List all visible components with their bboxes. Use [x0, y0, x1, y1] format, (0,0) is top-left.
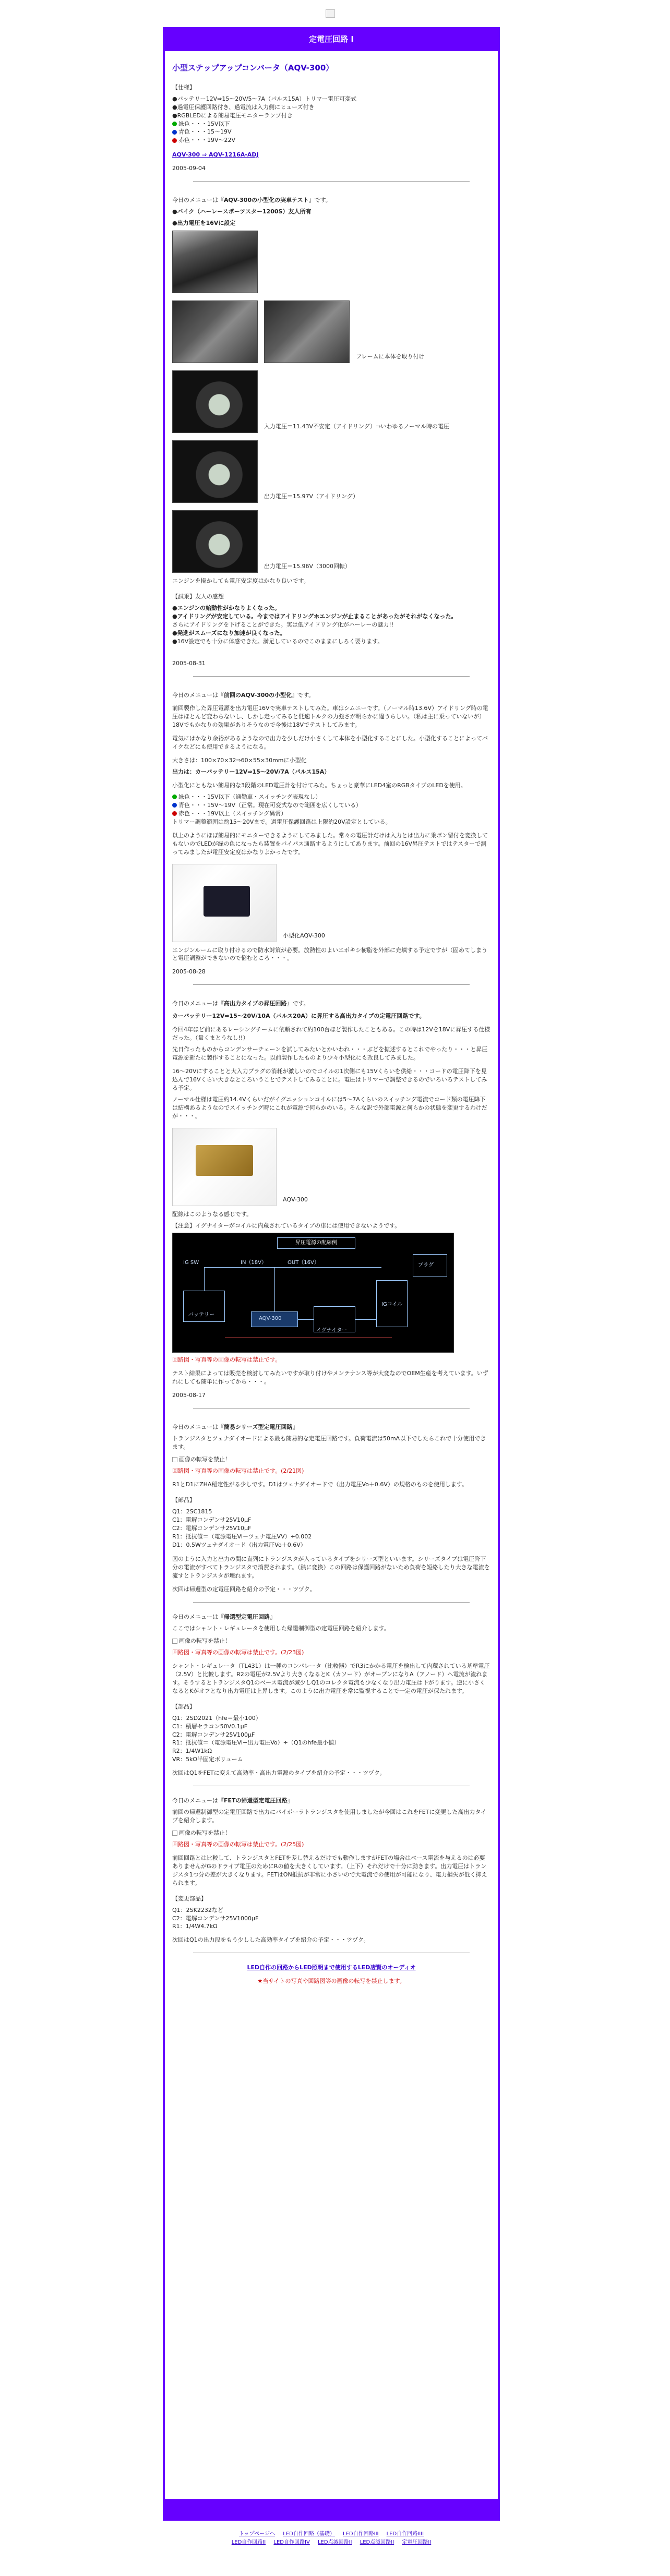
nav-link[interactable]: LED点滅回路II [360, 2539, 394, 2545]
device-photo [172, 1128, 277, 1206]
photo-caption: 出力電圧＝15.97V（アイドリング） [264, 493, 359, 500]
wire [204, 1267, 381, 1268]
photo-caption: 小型化AQV-300 [283, 932, 325, 939]
meter-photo [172, 440, 258, 503]
post-text: 今回4年ほど前にあるレーシングチームに依頼されて約100台ほど製作したこともある。この時は12Vを18Vに昇圧する仕様だった。（量くまとうなし!!） [172, 1026, 490, 1042]
post-text: 先日作ったものからコンデンサーチェーンを試してみたいとかいわれ・・・ぶどを拡述するとこれでやったり・・・と昇圧電源を新たに製作することになった。以前製作したものより少々小型化にも改良してみました。 [172, 1046, 488, 1061]
blue-dot-icon [172, 803, 177, 808]
image-alt: 画像の転写を禁止！ [172, 1637, 490, 1645]
engine-photo [172, 300, 258, 363]
diagram-label: IGコイル [381, 1302, 403, 1308]
broken-image-icon [172, 1457, 177, 1462]
blue-dot-icon [172, 130, 177, 135]
post-text: テスト結果によっては販売を検討してみたいですが取り付けやメンテナンス等が大変なのでOEM生産を考えています。いずれにしても簡単に作ってから・・・。 [172, 1370, 488, 1386]
divider [193, 984, 470, 985]
divider [193, 676, 470, 677]
red-dot-icon [172, 138, 177, 143]
device-photo [172, 864, 277, 942]
red-dot-icon [172, 811, 177, 816]
impression-item: ●エンジンの始動性がかなりよくなった。 [172, 604, 281, 611]
spec-title: 【仕様】 [172, 83, 195, 91]
parts-item: D1：0.5Wツェナダイオード（出力電圧Vo＋0.6V） [172, 1541, 306, 1548]
divider [193, 1408, 470, 1409]
led-list: 緑色・・・15V以下（通勤車・スイッチング表現なし） 青色・・・15V〜19V（正常。現在可変式なので範囲を広くしている） 赤色・・・19V以上（スイッチング異常） トリマー調整範囲は約15〜20Vまで。過電圧保護回路は上限約20V設定としている。 [172, 793, 391, 825]
post-text: R1とD1にZHA稲定性がる少しです。D1はツェナダイオードで（出力電圧Vo＋0.6V）の規格のものを使用します。 [172, 1480, 468, 1488]
parts-item: R2：1/4W1kΩ [172, 1748, 212, 1755]
post-lead: 今日のメニューは『AQV-300の小型化の実車テスト』です。 [172, 197, 331, 204]
nav-link[interactable]: LED点滅回路II [317, 2539, 352, 2545]
post-date: 2005-09-04 [172, 165, 206, 172]
post-date: 2005-08-17 [172, 1392, 206, 1399]
post-text: エンジンを掛かしても電圧安定度はかなり良いです。 [172, 577, 309, 584]
mount-photo [264, 300, 350, 363]
led-blue: 青色・・・15〜19V [172, 128, 490, 136]
post-text: 【注意】イグナイターがコイルに内蔵されているタイプの車には使用できないようです。 [172, 1222, 401, 1229]
photo-caption: 入力電圧＝11.43V不安定（アイドリング）⇒いわゆるノーマル時の電圧 [264, 423, 450, 430]
impression-item: ●発進がスムーズになり加速が良くなった。 [172, 629, 286, 636]
copy-warning: 回路図・写真等の画像の転写は禁止です。(2/25図) [172, 1840, 304, 1848]
post-lead: 今日のメニューは『簡易シリーズ型定電圧回路』 [172, 1424, 298, 1431]
product-title: 小型ステップアップコンバータ（AQV-300） [172, 63, 334, 73]
nav-link[interactable]: LED自作回路III [343, 2531, 379, 2537]
broken-image-icon [172, 1831, 177, 1836]
spec-line: ●過電圧保護回路付き、過電流は入力側にヒューズ付き [172, 103, 315, 111]
impression-list [172, 604, 490, 646]
parts-item: R1：抵抗値＝（電源電圧Vi－ツェナ電圧VV）÷0.002 [172, 1533, 312, 1540]
post-text: 次回は帰還型の定電圧回路を紹介の予定・・・ツヅク。 [172, 1586, 316, 1593]
post-text: 大きさは：100×70×32⇒60×55×30mmに小型化 [172, 757, 307, 764]
footer-nav [163, 2530, 500, 2547]
post-sub: ここではシャント・レギュレータを使用した帰還制御型の定電圧回路を紹介します。 [172, 1625, 390, 1632]
nav-link[interactable]: LED自作回路II [231, 2539, 266, 2545]
post-text: シャント・レギュレータ（TL431）は一種のコンパレータ（比較器）でR3にかかる電圧を検出して内蔵されている基準電圧（2.5V）と比較します。R2の電圧が2.5Vより大きくなるとK（カソード）がオープンになりA（アノード）へ電流が流れます。そうするとトランジスタQ1のベース電流が減少しQ1のコレクタ電流も少なくなり出力電圧は下がります。逆に小さくなるとKがオフとなり出力電圧は上昇します。このように出力電圧を常に監視することで一定の電圧が保たれます。 [172, 1662, 490, 1694]
led-red: 赤色・・・19V〜22V [172, 136, 490, 145]
diagram-label: プラグ [418, 1262, 434, 1269]
post-lead: 今日のメニューは『FETの帰還型定電圧回路』 [172, 1797, 293, 1804]
diagram-label: AQV-300 [259, 1316, 282, 1322]
site-copy-warning: ★当サイトの写真や回路図等の画像の転写を禁止します。 [257, 1978, 405, 1985]
post-text: 次回はQ1をFETに変えて高効率・高出力電源のタイプを紹介の予定・・・ツヅク。 [172, 1770, 386, 1777]
nav-link[interactable]: LED自作回路IV [273, 2539, 310, 2545]
post-text: 図のように入力と出力の間に直列にトランジスタが入っているタイプをシリーズ型といいます。シリーズタイプは電圧降下分の電流がすべてトランジスタで消費されます。（熱に変換）この回路は保護回路がないため負荷を短絡したり大きな電流を流すとトランジスタが壊れます。 [172, 1556, 490, 1580]
post-text: 出力は：カーバッテリー12V⇒15〜20V/7A（パルス15A） [172, 768, 330, 776]
image-alt: 画像の転写を禁止！ [172, 1829, 490, 1837]
photo-caption: フレームに本体を取り付け [356, 353, 425, 360]
parts-title: 【部品】 [172, 1496, 195, 1503]
parts-item: Q1：2SC1815 [172, 1508, 212, 1515]
divider [193, 181, 470, 182]
parts-list [172, 1508, 490, 1549]
wire [355, 1319, 376, 1320]
post-text: 前回回路とは比較して、トランジスタとFETを差し替えるだけでも動作しますがFETの場合はベース電流を与えるのは必要ありませんがGのドライブ電圧のためにRの値を大きくしています。（上下）それだけで十分に動きます。出力電圧はトランジスタ1つ分の差が大きくなります。FETはON抵抗が非常に小さいので大電流での使用が可能になり、電力損失が低く抑えられます。 [172, 1854, 487, 1886]
diagram-label: イグナイター [316, 1328, 348, 1334]
spec-list [172, 95, 490, 145]
diagram-label: IG SW [183, 1260, 199, 1266]
parts-item: C2：電解コンデンサ25V1000μF [172, 1915, 259, 1922]
image-alt: 画像の転写を禁止！ [172, 1455, 490, 1464]
divider [193, 1602, 470, 1603]
diagram-label: バッテリー [188, 1312, 214, 1318]
post-sub: カーバッテリー12V⇒15〜20V/10A（パルス20A）に昇圧する高出力タイプの定電圧回路です。 [172, 1013, 425, 1020]
impression-title: 【試乗】友人の感想 [172, 593, 224, 600]
post-text: 電気にはかなり余裕があるようなので出力を少しだけ小さくして本体を小型化することにした。小型化することによってバイクなどにも使用できるようになる。 [172, 735, 488, 751]
green-dot-icon [172, 795, 177, 799]
parts-item: C1：電解コンデンサ25V10μF [172, 1516, 252, 1523]
post-date: 2005-08-28 [172, 968, 206, 976]
volt-line: ●出力電圧を16Vに設定 [172, 220, 236, 227]
meter-photo [172, 510, 258, 573]
led-green: 緑色・・・15V以下 [172, 120, 490, 128]
copy-warning: 回路図・写真等の画像の転写は禁止です。(2/23図) [172, 1649, 304, 1656]
frame-border-right [498, 27, 500, 2521]
page-title: 定電圧回路 I [163, 27, 500, 51]
post-text: 小型化にともない簡易的な3段階のLED電圧計を付けてみた。ちょっと豪華にLED4室のRGBタイプのLEDを使用。 [172, 782, 466, 789]
broken-image-icon [172, 1639, 177, 1644]
parts-title: 【部品】 [172, 1703, 195, 1710]
post-text: 以上のようにほぼ簡易的にモニターできるようにしてみました。常々の電圧計だけは入力とは出力に乗ボン留付を変換してもないのでLEDが緑の色になったら装置をバイパス通路するようにしてあります。前回の16V昇圧テストではテスターで測ってみましたが電圧安定度はかなりよかったです。 [172, 832, 488, 856]
post-text: 配線はこのようなる感じです。 [172, 1210, 253, 1218]
post-text: 次回はQ1の出力段をもう少しした高効率タイプを紹介の予定・・・ツヅク。 [172, 1936, 369, 1944]
green-dot-icon [172, 122, 177, 126]
copy-warning: 回路図・写真等の画像の転写は禁止です。 [172, 1356, 281, 1364]
wiring-diagram [172, 1233, 454, 1353]
parts-item: C2：電解コンデンサ25V100μF [172, 1731, 255, 1738]
wire [298, 1319, 314, 1320]
spec-line: ●バッテリー12V⇒15〜20V/5〜7A（パルス15A）トリマー電圧可変式 [172, 95, 357, 102]
parts-title: 【変更部品】 [172, 1895, 207, 1902]
post-text: 16〜20Vにすることと大入力プラグの消耗が激しいのでコイルの1次側にも15Vくらいを供給・・・コードの電圧降下を見込んで16Vくらい大きなところいうことでテストしてみることに。電圧はトリマーで調整できるのでいろいろテストしてみる予定。 [172, 1067, 487, 1091]
post-text: 前回製作した昇圧電源を出力電圧16Vで実車テストしてみた。車はシムニーです。（ノーマル時13.6V）アイドリング時の電圧はほとんど変わらないし、しかし走ってみると低速トルクの力強さが明らかに違うらしい。（私は主に乗っていないが）18Vでもかなりの効果がありそうなので今後は18Vでテストしてみます。 [172, 705, 488, 729]
parts-item: C1：積層セラコン50V0.1μF [172, 1723, 248, 1730]
post-lead: 今日のメニューは『高出力タイプの昇圧回路』です。 [172, 1000, 309, 1007]
parts-item: Q1：2SD2021（hfe＝最小100） [172, 1714, 261, 1722]
frame-border-left [163, 27, 165, 2521]
nav-link[interactable]: 定電圧回路II [402, 2539, 432, 2545]
post-date: 2005-08-31 [172, 659, 206, 667]
parts-list [172, 1906, 490, 1931]
post-sub: トランジスタとツェナダイオードによる最も簡易的な定電圧回路です。負荷電流は50mA以下でしたらこれで十分使用できます。 [172, 1435, 486, 1451]
parts-item: VR：5kΩ半固定ボリューム [172, 1756, 243, 1763]
impression-item: ●アイドリングが安定している。今まではアイドリングホエンジンが止まることがあったがそれがなくなった。 [172, 612, 457, 620]
bike-line: ●バイク（ハーレースポーツスター1200S）友人所有 [172, 208, 312, 215]
wire [204, 1267, 205, 1291]
spec-line: ●RGBLEDによる簡易電圧モニターランプ付き [172, 112, 293, 119]
parts-item: R1：1/4W4.7kΩ [172, 1923, 218, 1930]
post-sub: 前回の帰還制御型の定電圧回路で出力にパイポーラトランジスタを使用しましたが今回はこれをFETに変更した高出力タイプを紹介します。 [172, 1809, 487, 1824]
impression-item: さらにアイドリングを下げることができた。実は低アイドリング化がハーレーの魅力!! [172, 621, 394, 628]
parts-item: R1：抵抗値＝（電源電圧Vi−出力電圧Vo）÷（Q1のhfe最小値） [172, 1739, 340, 1747]
audio-link[interactable]: LED自作の回路からLED照明まで使用するLED凄賢のオーディオ [247, 1964, 416, 1971]
wire [274, 1267, 275, 1311]
diagram-label: IN（18V） [241, 1260, 267, 1266]
parts-list [172, 1714, 490, 1764]
nav-link-top[interactable]: トップページへ [238, 2531, 276, 2537]
copy-warning: 回路図・写真等の画像の転写は禁止です。(2/21図) [172, 1467, 304, 1474]
photo-caption: 出力電圧＝15.96V（3000回転） [264, 563, 351, 570]
main-content [172, 63, 490, 1989]
product-link[interactable]: AQV-300 ⇒ AQV-1216A-ADJ [172, 151, 259, 159]
nav-link[interactable]: LED自作回路（基礎） [283, 2531, 335, 2537]
photo-caption: AQV-300 [283, 1196, 308, 1203]
post-lead: 今日のメニューは『帰還型定電圧回路』 [172, 1614, 276, 1621]
bike-photo [172, 231, 258, 293]
header-image [326, 9, 335, 18]
diagram-title: 昇圧電源の配線例 [277, 1237, 355, 1249]
post-text: エンジンルームに取り付けるので防水対策が必要。放熱性のよいエポキシ樹脂を外部に充填する予定ですが（固めてしまうと電圧調整ができないので悩むところ・・・。 [172, 946, 488, 962]
footer-bar [163, 2499, 500, 2521]
post-text: ノーマル仕様は電圧約14.4Vくらいだがイグニッションコイルには5〜7Aくらいのスイッチング電流でコード類の電圧降下は結構あるようなのでスイッチング時にこれが電源で何らかのいる。そんな訳で外部電源と何らかの状態を変更するわけだが・・・。 [172, 1096, 487, 1120]
parts-item: C2：電解コンデンサ25V10μF [172, 1524, 252, 1532]
meter-photo [172, 370, 258, 433]
impression-item: ●16V設定でも十分に体感できた。満足しているのでこのままにしろく要ります。 [172, 637, 384, 645]
diagram-label: OUT（16V） [288, 1260, 319, 1266]
nav-link[interactable]: LED自作回路IIII [386, 2531, 424, 2537]
post-lead: 今日のメニューは『前回のAQV-300の小型化』です。 [172, 691, 315, 699]
parts-item: Q1：2SK2232など [172, 1906, 223, 1913]
